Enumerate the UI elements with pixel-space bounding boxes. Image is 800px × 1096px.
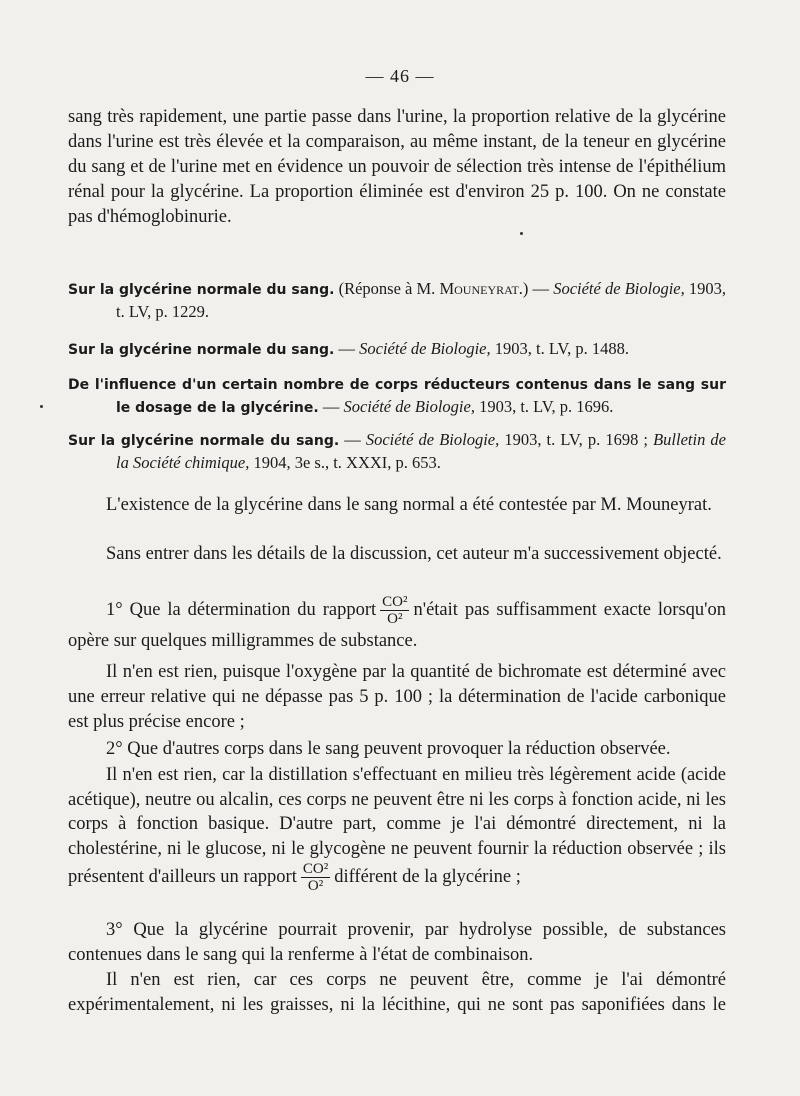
reference-journal: Société de Biologie, (359, 339, 491, 358)
paragraph-7: Il n'en est rien, car la distillation s'effectuant en milieu très légèrement acide (acide acétique), neutre ou alcalin, ces corps ne peuvent être ni les corps à fonction acide, ni les corps à fonction basique. D'autre part, comme je l'ai démontré directement, ni la cholestérine, ni le glucose, ni le glycogène ne peuvent fournir la réduction observée ; ils présentent d'ailleurs un rapport $\frac{\text{CO²}}{\text{O²}}$ différent de la glycérine ; (68, 765, 726, 894)
reference-title: Sur la glycérine normale du sang. (68, 433, 340, 449)
paragraph-5: Il n'en est rien, puisque l'oxygène par la quantité de bichromate est déterminé avec une erreur relative qui ne dépasse pas 5 p. 100 ; la détermination de l'acide carbonique est plus précise encore ; (68, 662, 726, 732)
paragraph-8: 3° Que la glycérine pourrait provenir, par hydrolyse possible, de substances contenues dans le sang qui la renferme à l'état de combinaison. (68, 920, 726, 965)
reference-journal: Société de Biologie, (365, 430, 500, 449)
reference-journal-2: Bulletin de la Société chimique, (116, 430, 726, 472)
reference-journal: Société de Biologie, (553, 279, 685, 298)
reference-title: De l'influence d'un certain nombre de corps réducteurs contenus dans le sang sur le dosage de la glycérine. (68, 377, 726, 416)
paragraph-1: sang très rapidement, une partie passe dans l'urine, la proportion relative de la glycérine dans l'urine est très élevée et la comparaison, au même instant, de la teneur en glycérine du sang et de l'urine met en évidence un pouvoir de sélection très intense de l'épithélium rénal pour la glycérine. La proportion éliminée est d'environ 25 p. 100. On ne constate pas d'hémoglobinurie. (68, 107, 726, 227)
page-number: — 46 — (365, 66, 435, 86)
reference-author: Mouneyrat (439, 279, 519, 298)
fraction-co2-o2-2: $\frac{\text{CO²}}{\text{O²}}$ (302, 861, 329, 894)
print-speck (520, 232, 523, 235)
reference-journal: Société de Biologie, (343, 397, 475, 416)
reference-4: Sur la glycérine normale du sang. — Société de Biologie, 1903, t. LV, p. 1698 ; Bulletin de la Société chimique, 1904, 3e s., t. XXXI, p. 653. (68, 430, 726, 472)
reference-2: Sur la glycérine normale du sang. — Société de Biologie, 1903, t. LV, p. 1488. (68, 339, 630, 358)
paragraph-2: L'existence de la glycérine dans le sang normal a été contestée par M. Mouneyrat. (106, 495, 712, 515)
reference-1: Sur la glycérine normale du sang. (Réponse à M. Mouneyrat.) — Société de Biologie, 1903, t. LV, p. 1229. (68, 279, 726, 321)
reference-3: De l'influence d'un certain nombre de corps réducteurs contenus dans le sang sur le dosage de la glycérine. — Société de Biologie, 1903, t. LV, p. 1696. (68, 377, 726, 416)
fraction-co2-o2: $\frac{\text{CO²}}{\text{O²}}$ (382, 594, 408, 627)
paragraph-4: 1° Que la détermination du rapport $\frac{\text{CO²}}{\text{O²}}$ n'était pas suffisamment exacte lorsqu'on opère sur quelques milligrammes de substance. (68, 594, 726, 651)
reference-title: Sur la glycérine normale du sang. (68, 342, 335, 358)
print-speck (40, 405, 43, 408)
paragraph-9: Il n'en est rien, car ces corps ne peuvent être, comme je l'ai démontré expérimentalement, ni les graisses, ni la lécithine, qui ne sont pas saponifiées dans le (68, 970, 726, 1015)
paragraph-3: Sans entrer dans les détails de la discussion, cet auteur m'a successivement objecté. (106, 544, 722, 564)
paragraph-6: 2° Que d'autres corps dans le sang peuvent provoquer la réduction observée. (106, 739, 671, 759)
reference-title: Sur la glycérine normale du sang. (68, 282, 335, 298)
